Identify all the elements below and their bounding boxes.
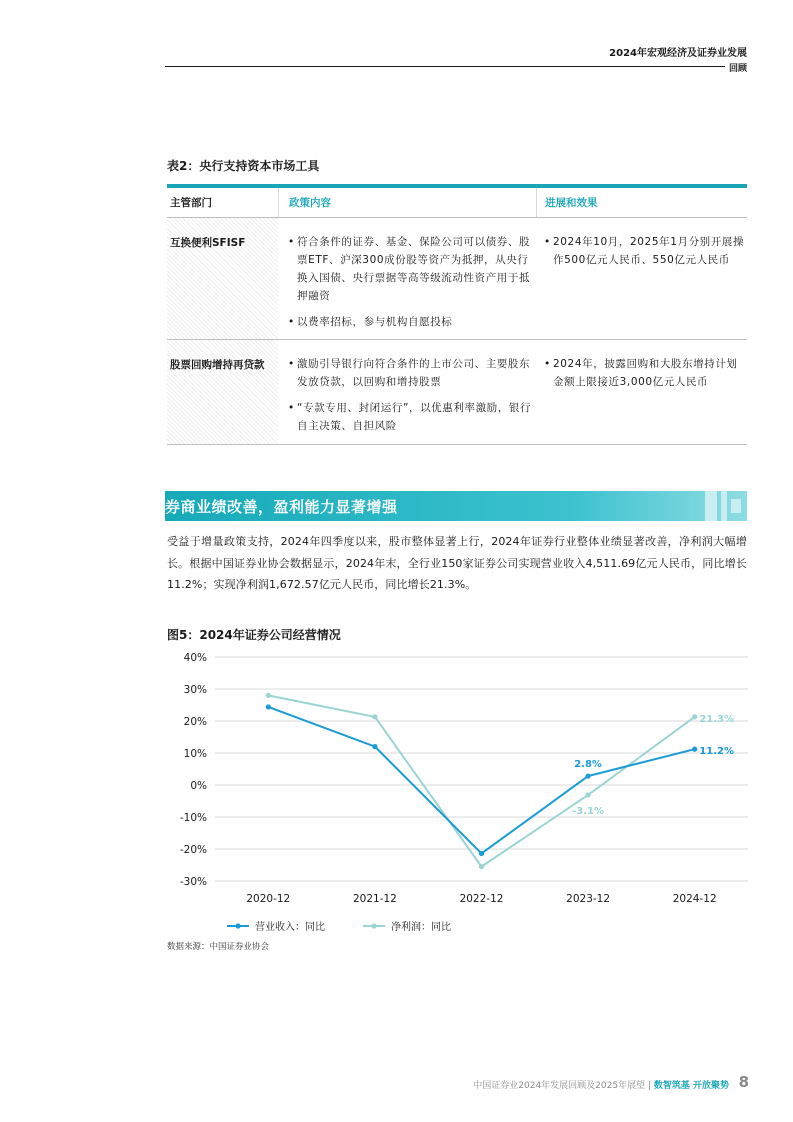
banner-decoration bbox=[721, 491, 727, 521]
banner-decoration bbox=[705, 491, 717, 521]
section-banner bbox=[165, 491, 747, 521]
y-tick-label: -30% bbox=[179, 876, 207, 888]
data-label: 2.8% bbox=[574, 759, 602, 771]
data-point bbox=[266, 693, 271, 698]
y-tick-label: 40% bbox=[183, 652, 207, 664]
data-label: 11.2% bbox=[699, 746, 735, 758]
data-point bbox=[266, 704, 271, 709]
section-title: 券商业绩改善，盈利能力显著增强 bbox=[165, 498, 398, 516]
data-label: -3.1% bbox=[572, 805, 605, 817]
data-point bbox=[372, 744, 377, 749]
legend-marker bbox=[371, 923, 376, 928]
data-point bbox=[692, 714, 697, 719]
table-cell-dept: 股票回购增持再贷款 bbox=[167, 340, 278, 444]
y-tick-label: 30% bbox=[183, 684, 207, 696]
x-tick-label: 2022-12 bbox=[459, 893, 504, 905]
data-label: 21.3% bbox=[699, 713, 735, 725]
header-subtitle: 回顾 bbox=[725, 61, 747, 74]
x-tick-label: 2023-12 bbox=[566, 893, 611, 905]
table-header-row bbox=[167, 188, 747, 218]
data-point bbox=[372, 714, 377, 719]
table-header-progress: 进展和效果 bbox=[536, 188, 747, 217]
table-cell-policy bbox=[278, 218, 536, 339]
data-point bbox=[586, 773, 591, 778]
progress-bullet: • 2024年，披露回购和大股东增持计划金额上限接近3,000亿元人民币 bbox=[544, 355, 747, 391]
line-chart bbox=[167, 645, 752, 937]
table-cell-dept: 互换便利SFISF bbox=[167, 218, 278, 339]
policy-bullet: • 激励引导银行向符合条件的上市公司、主要股东发放贷款，以回购和增持股票 bbox=[288, 355, 536, 391]
banner-decoration bbox=[731, 499, 741, 513]
y-tick-label: 0% bbox=[190, 780, 207, 792]
figure-source: 数据来源：中国证券业协会 bbox=[167, 942, 270, 952]
legend-label: 净利润：同比 bbox=[391, 922, 451, 933]
footer-title: 中国证券业2024年发展回顾及2025年展望 | bbox=[473, 1081, 654, 1091]
legend-label: 营业收入：同比 bbox=[255, 922, 325, 933]
figure-caption: 图5：2024年证券公司经营情况 bbox=[167, 628, 341, 642]
table-header-policy: 政策内容 bbox=[278, 188, 536, 217]
footer-brand: 数智筑基 开放聚势 bbox=[653, 1081, 729, 1091]
data-point bbox=[692, 747, 697, 752]
y-tick-label: 20% bbox=[183, 716, 207, 728]
policy-bullet: • 以费率招标，参与机构自愿投标 bbox=[288, 313, 536, 331]
progress-bullet: • 2024年10月，2025年1月分别开展操作500亿元人民币、550亿元人民币 bbox=[544, 233, 747, 269]
page-number: 8 bbox=[738, 1073, 749, 1091]
policy-bullet: • “专款专用、封闭运行”，以优惠利率激励，银行自主决策、自担风险 bbox=[288, 399, 536, 435]
body-paragraph: 受益于增量政策支持，2024年四季度以来，股市整体显著上行，2024年证券行业整体业绩显著改善，净利润大幅增长。根据中国证券业协会数据显示，2024年末，全行业150家证券公司实现营业收入4,511.69亿元人民币，同比增长11.2%；实现净利润1,672.57亿元人民币，同比增长21.3%。 bbox=[167, 535, 747, 591]
table-row bbox=[167, 218, 747, 340]
data-point bbox=[479, 851, 484, 856]
header-title: 2024年宏观经济及证券业发展 bbox=[609, 48, 747, 59]
footer-text bbox=[473, 1078, 729, 1091]
x-tick-label: 2021-12 bbox=[352, 893, 397, 905]
table-cell-policy bbox=[278, 340, 536, 444]
x-tick-label: 2020-12 bbox=[246, 893, 291, 905]
table-caption: 表2：央行支持资本市场工具 bbox=[167, 159, 320, 173]
x-tick-label: 2024-12 bbox=[672, 893, 717, 905]
table-cell-progress bbox=[536, 340, 747, 444]
table-cell-progress bbox=[536, 218, 747, 339]
y-tick-label: -10% bbox=[179, 812, 207, 824]
series-line bbox=[268, 707, 694, 854]
table-header-dept: 主管部门 bbox=[170, 197, 212, 209]
table-row bbox=[167, 340, 747, 445]
data-point bbox=[479, 864, 484, 869]
data-point bbox=[586, 792, 591, 797]
legend-marker bbox=[235, 923, 240, 928]
policy-bullet: • 符合条件的证券、基金、保险公司可以债券、股票ETF、沪深300成份股等资产为抵押，从央行换入国债、央行票据等高等级流动性资产用于抵押融资 bbox=[288, 233, 536, 305]
y-tick-label: -20% bbox=[179, 844, 207, 856]
policy-table bbox=[167, 188, 747, 445]
header-rule bbox=[165, 66, 747, 67]
y-tick-label: 10% bbox=[183, 748, 207, 760]
